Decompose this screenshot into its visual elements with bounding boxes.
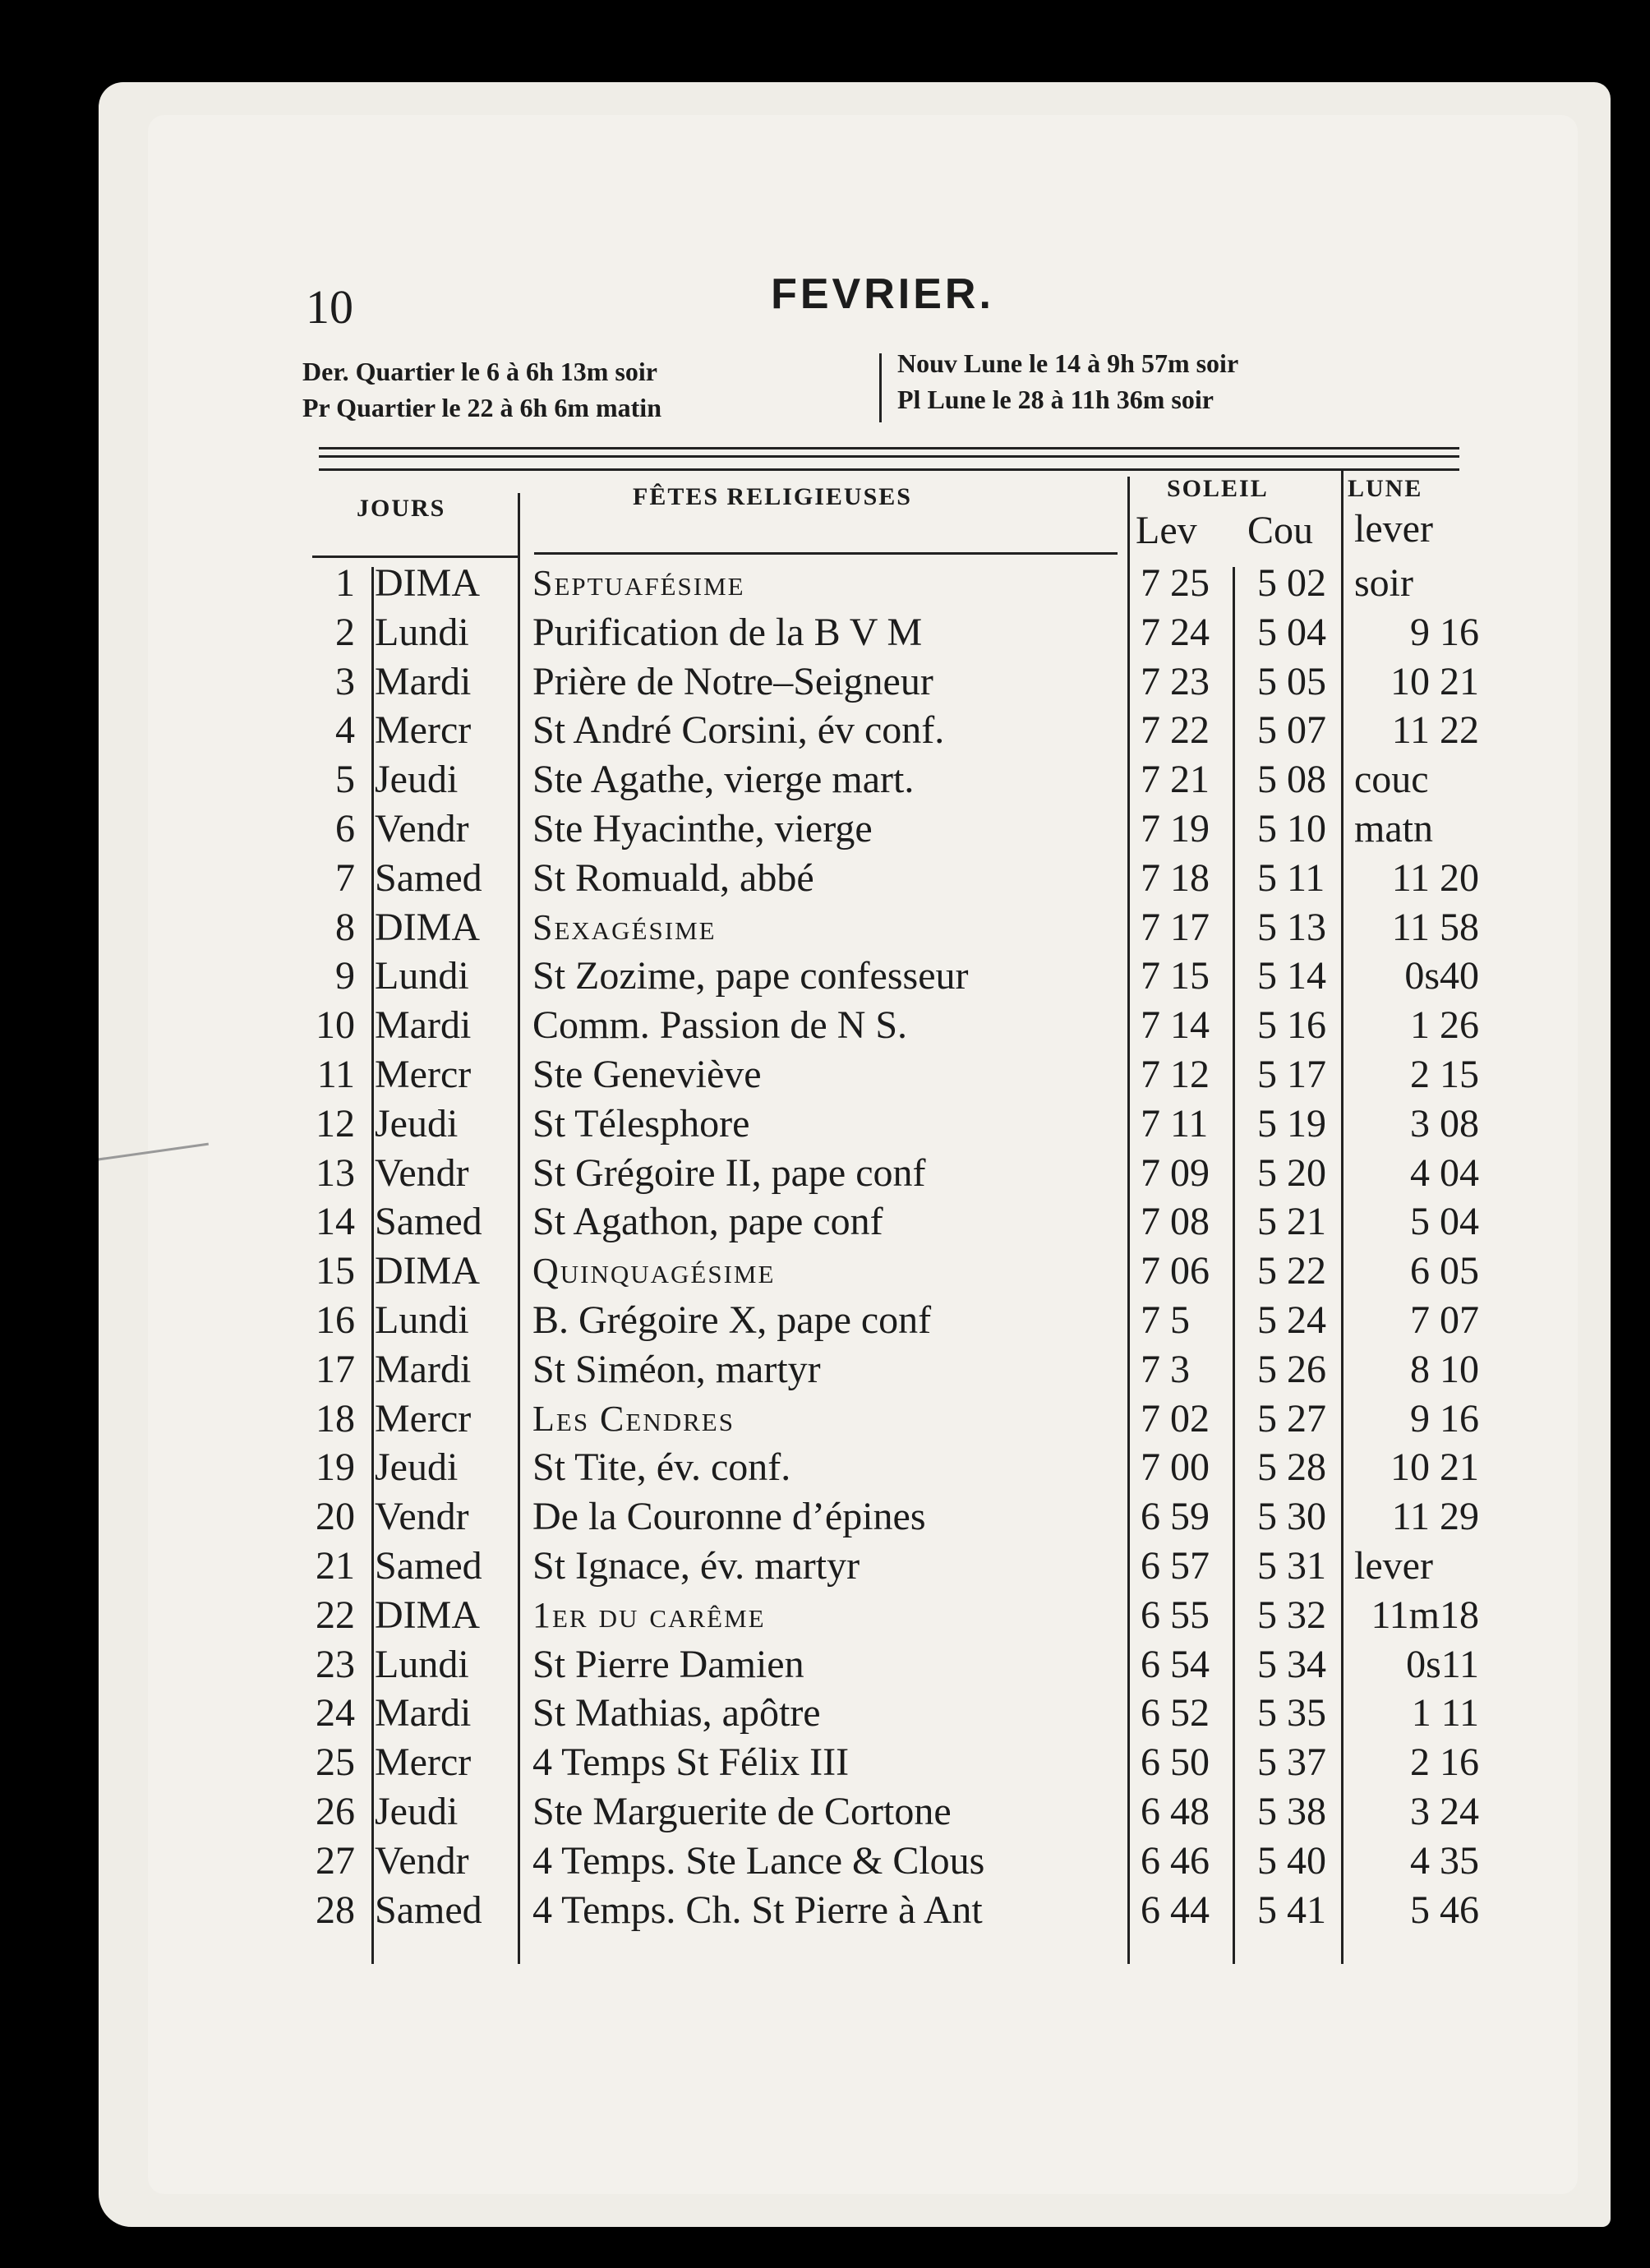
weekday: Jeudi xyxy=(375,1102,459,1146)
day-number: 15 xyxy=(316,1249,355,1293)
sunset: 5 13 xyxy=(1257,906,1326,949)
page-number: 10 xyxy=(306,280,353,334)
moon-divider xyxy=(879,353,882,422)
day-number: 9 xyxy=(335,954,355,998)
day-number: 25 xyxy=(316,1740,355,1784)
sunrise: 6 57 xyxy=(1141,1544,1210,1588)
moon-time: 1 11 xyxy=(1411,1691,1479,1735)
weekday: Samed xyxy=(375,1200,482,1243)
sunrise: 7 09 xyxy=(1141,1151,1210,1195)
sunset: 5 07 xyxy=(1257,708,1326,752)
header-underline xyxy=(534,552,1118,555)
moon-time: 11 29 xyxy=(1391,1495,1479,1538)
feast-name: Comm. Passion de N S. xyxy=(532,1003,908,1047)
day-number: 20 xyxy=(316,1495,355,1538)
column-divider xyxy=(1233,567,1235,1964)
feast-name: St Romuald, abbé xyxy=(532,856,814,900)
header-lune: LUNE xyxy=(1348,475,1423,502)
weekday: Mardi xyxy=(375,660,472,703)
weekday: DIMA xyxy=(375,1593,480,1637)
moon-time: 2 15 xyxy=(1410,1053,1479,1096)
sunrise: 7 22 xyxy=(1141,708,1210,752)
moon-time: 11 20 xyxy=(1391,856,1479,900)
weekday: Vendr xyxy=(375,807,469,850)
sunset: 5 27 xyxy=(1257,1397,1326,1441)
day-number: 7 xyxy=(335,856,355,900)
sunrise: 6 59 xyxy=(1141,1495,1210,1538)
weekday: Vendr xyxy=(375,1151,469,1195)
sunrise: 7 14 xyxy=(1141,1003,1210,1047)
moon-time: 9 16 xyxy=(1410,611,1479,654)
feast-name: 4 Temps St Félix III xyxy=(532,1740,850,1784)
feast-name: Ste Marguerite de Cortone xyxy=(532,1790,952,1833)
sunset: 5 40 xyxy=(1257,1839,1326,1883)
feast-name: B. Grégoire X, pape conf xyxy=(532,1298,932,1342)
sunrise: 7 08 xyxy=(1141,1200,1210,1243)
sunrise: 6 54 xyxy=(1141,1643,1210,1686)
column-divider xyxy=(1127,477,1130,1964)
day-number: 19 xyxy=(316,1445,355,1489)
feast-name: St André Corsini, év conf. xyxy=(532,708,945,752)
moon-time: 5 46 xyxy=(1410,1888,1479,1932)
day-number: 27 xyxy=(316,1839,355,1883)
day-number: 1 xyxy=(335,561,355,605)
day-number: 14 xyxy=(316,1200,355,1243)
sunrise: 7 3 xyxy=(1141,1348,1190,1391)
weekday: Lundi xyxy=(375,1298,469,1342)
header-cou: Cou xyxy=(1247,509,1314,552)
weekday: Jeudi xyxy=(375,758,459,801)
day-number: 2 xyxy=(335,611,355,654)
header-lever: lever xyxy=(1354,507,1433,551)
feast-name: Les Cendres xyxy=(532,1399,735,1439)
moon-time: 6 05 xyxy=(1410,1249,1479,1293)
day-number: 8 xyxy=(335,906,355,949)
weekday: Lundi xyxy=(375,1643,469,1686)
sunset: 5 26 xyxy=(1257,1348,1326,1391)
sunrise: 7 19 xyxy=(1141,807,1210,850)
sunset: 5 14 xyxy=(1257,954,1326,998)
weekday: Jeudi xyxy=(375,1445,459,1489)
moon-time: 1 26 xyxy=(1410,1003,1479,1047)
weekday: DIMA xyxy=(375,561,480,605)
moon-time: 0s40 xyxy=(1404,954,1479,998)
weekday: Mardi xyxy=(375,1691,472,1735)
sunset: 5 17 xyxy=(1257,1053,1326,1096)
feast-name: 4 Temps. Ch. St Pierre à Ant xyxy=(532,1888,983,1932)
table-top-rule xyxy=(319,468,1459,471)
weekday: Mercr xyxy=(375,1397,472,1441)
feast-name: Sexagésime xyxy=(532,907,717,947)
sunrise: 7 17 xyxy=(1141,906,1210,949)
feast-name: St Télesphore xyxy=(532,1102,750,1146)
sunrise: 6 55 xyxy=(1141,1593,1210,1637)
weekday: Samed xyxy=(375,1544,482,1588)
feast-name: Ste Hyacinthe, vierge xyxy=(532,807,873,850)
table-top-rule xyxy=(319,455,1459,458)
sunset: 5 20 xyxy=(1257,1151,1326,1195)
weekday: Mardi xyxy=(375,1348,472,1391)
day-number: 4 xyxy=(335,708,355,752)
sunset: 5 19 xyxy=(1257,1102,1326,1146)
feast-name: St Grégoire II, pape conf xyxy=(532,1151,926,1195)
moon-phases-left xyxy=(302,353,661,426)
sunrise: 6 44 xyxy=(1141,1888,1210,1932)
day-number: 21 xyxy=(316,1544,355,1588)
sunrise: 7 25 xyxy=(1141,561,1210,605)
day-number: 22 xyxy=(316,1593,355,1637)
column-divider xyxy=(1341,468,1344,1964)
day-number: 28 xyxy=(316,1888,355,1932)
weekday: DIMA xyxy=(375,906,480,949)
day-number: 24 xyxy=(316,1691,355,1735)
feast-name: 1er du carême xyxy=(532,1595,766,1635)
weekday: Lundi xyxy=(375,611,469,654)
feast-name: Prière de Notre–Seigneur xyxy=(532,660,933,703)
moon-time: 3 08 xyxy=(1410,1102,1479,1146)
moon-time: 4 04 xyxy=(1410,1151,1479,1195)
header-fetes: FÊTES RELIGIEUSES xyxy=(633,483,912,510)
sunset: 5 31 xyxy=(1257,1544,1326,1588)
sunset: 5 41 xyxy=(1257,1888,1326,1932)
sunrise: 6 46 xyxy=(1141,1839,1210,1883)
moon-time: 4 35 xyxy=(1410,1839,1479,1883)
weekday: DIMA xyxy=(375,1249,480,1293)
moon-time: 11m18 xyxy=(1371,1593,1479,1637)
header-underline xyxy=(312,555,518,558)
sunset: 5 11 xyxy=(1257,856,1325,900)
day-number: 23 xyxy=(316,1643,355,1686)
moon-phase-line: Pr Quartier le 22 à 6h 6m matin xyxy=(302,393,661,422)
sunset: 5 22 xyxy=(1257,1249,1326,1293)
sunrise: 7 12 xyxy=(1141,1053,1210,1096)
sunrise: 7 11 xyxy=(1141,1102,1209,1146)
sunrise: 6 48 xyxy=(1141,1790,1210,1833)
sunset: 5 16 xyxy=(1257,1003,1326,1047)
feast-name: Purification de la B V M xyxy=(532,611,923,654)
moon-time: 0s11 xyxy=(1406,1643,1479,1686)
column-divider xyxy=(518,493,520,1964)
sunrise: 7 5 xyxy=(1141,1298,1190,1342)
moon-phase-line: Pl Lune le 28 à 11h 36m soir xyxy=(897,385,1214,414)
moon-time: 10 21 xyxy=(1390,1445,1479,1489)
weekday: Lundi xyxy=(375,954,469,998)
weekday: Jeudi xyxy=(375,1790,459,1833)
header-soleil: SOLEIL xyxy=(1167,475,1269,502)
sunset: 5 21 xyxy=(1257,1200,1326,1243)
sunrise: 7 23 xyxy=(1141,660,1210,703)
sunset: 5 24 xyxy=(1257,1298,1326,1342)
feast-name: St Agathon, pape conf xyxy=(532,1200,883,1243)
moon-phase-line: Nouv Lune le 14 à 9h 57m soir xyxy=(897,348,1239,378)
sunset: 5 30 xyxy=(1257,1495,1326,1538)
day-number: 5 xyxy=(335,758,355,801)
sunset: 5 28 xyxy=(1257,1445,1326,1489)
weekday: Mercr xyxy=(375,1053,472,1096)
feast-name: Quinquagésime xyxy=(532,1251,776,1291)
moon-time: couc xyxy=(1354,758,1429,801)
moon-phase-line: Der. Quartier le 6 à 6h 13m soir xyxy=(302,357,657,386)
column-divider xyxy=(371,567,374,1964)
moon-time: 5 04 xyxy=(1410,1200,1479,1243)
sunset: 5 34 xyxy=(1257,1643,1326,1686)
weekday: Mercr xyxy=(375,1740,472,1784)
weekday: Vendr xyxy=(375,1495,469,1538)
moon-time: lever xyxy=(1354,1544,1433,1588)
moon-time: 3 24 xyxy=(1410,1790,1479,1833)
sunrise: 7 24 xyxy=(1141,611,1210,654)
day-number: 10 xyxy=(316,1003,355,1047)
day-number: 18 xyxy=(316,1397,355,1441)
sunset: 5 32 xyxy=(1257,1593,1326,1637)
moon-time: soir xyxy=(1354,561,1413,605)
day-number: 11 xyxy=(316,1053,355,1096)
sunset: 5 04 xyxy=(1257,611,1326,654)
sunset: 5 38 xyxy=(1257,1790,1326,1833)
feast-name: St Ignace, év. martyr xyxy=(532,1544,860,1588)
header-lev: Lev xyxy=(1136,509,1197,552)
moon-time: 8 10 xyxy=(1410,1348,1479,1391)
day-number: 13 xyxy=(316,1151,355,1195)
sunset: 5 05 xyxy=(1257,660,1326,703)
day-number: 6 xyxy=(335,807,355,850)
feast-name: St Zozime, pape confesseur xyxy=(532,954,969,998)
moon-time: 7 07 xyxy=(1410,1298,1479,1342)
moon-time: 11 58 xyxy=(1391,906,1479,949)
feast-name: Ste Geneviève xyxy=(532,1053,762,1096)
table-top-rule xyxy=(319,447,1459,449)
sunset: 5 35 xyxy=(1257,1691,1326,1735)
weekday: Samed xyxy=(375,856,482,900)
header-jours: JOURS xyxy=(357,495,446,522)
day-number: 16 xyxy=(316,1298,355,1342)
day-number: 26 xyxy=(316,1790,355,1833)
sunset: 5 02 xyxy=(1257,561,1326,605)
moon-time: matn xyxy=(1354,807,1433,850)
day-number: 17 xyxy=(316,1348,355,1391)
feast-name: Septuafésime xyxy=(532,563,745,603)
feast-name: Ste Agathe, vierge mart. xyxy=(532,758,915,801)
sunrise: 7 21 xyxy=(1141,758,1210,801)
feast-name: De la Couronne d’épines xyxy=(532,1495,926,1538)
moon-time: 9 16 xyxy=(1410,1397,1479,1441)
sunrise: 6 52 xyxy=(1141,1691,1210,1735)
month-title: FEVRIER. xyxy=(771,270,994,318)
feast-name: St Siméon, martyr xyxy=(532,1348,821,1391)
sunrise: 7 02 xyxy=(1141,1397,1210,1441)
weekday: Mercr xyxy=(375,708,472,752)
sunrise: 7 06 xyxy=(1141,1249,1210,1293)
sunrise: 6 50 xyxy=(1141,1740,1210,1784)
feast-name: 4 Temps. Ste Lance & Clous xyxy=(532,1839,985,1883)
weekday: Mardi xyxy=(375,1003,472,1047)
feast-name: St Mathias, apôtre xyxy=(532,1691,821,1735)
sunrise: 7 00 xyxy=(1141,1445,1210,1489)
moon-time: 11 22 xyxy=(1391,708,1479,752)
sunset: 5 37 xyxy=(1257,1740,1326,1784)
sunset: 5 10 xyxy=(1257,807,1326,850)
moon-time: 10 21 xyxy=(1390,660,1479,703)
weekday: Vendr xyxy=(375,1839,469,1883)
sunset: 5 08 xyxy=(1257,758,1326,801)
moon-phases-right xyxy=(897,345,1238,417)
day-number: 12 xyxy=(316,1102,355,1146)
moon-time: 2 16 xyxy=(1410,1740,1479,1784)
sunrise: 7 18 xyxy=(1141,856,1210,900)
feast-name: St Pierre Damien xyxy=(532,1643,804,1686)
weekday: Samed xyxy=(375,1888,482,1932)
day-number: 3 xyxy=(335,660,355,703)
sunrise: 7 15 xyxy=(1141,954,1210,998)
feast-name: St Tite, év. conf. xyxy=(532,1445,791,1489)
